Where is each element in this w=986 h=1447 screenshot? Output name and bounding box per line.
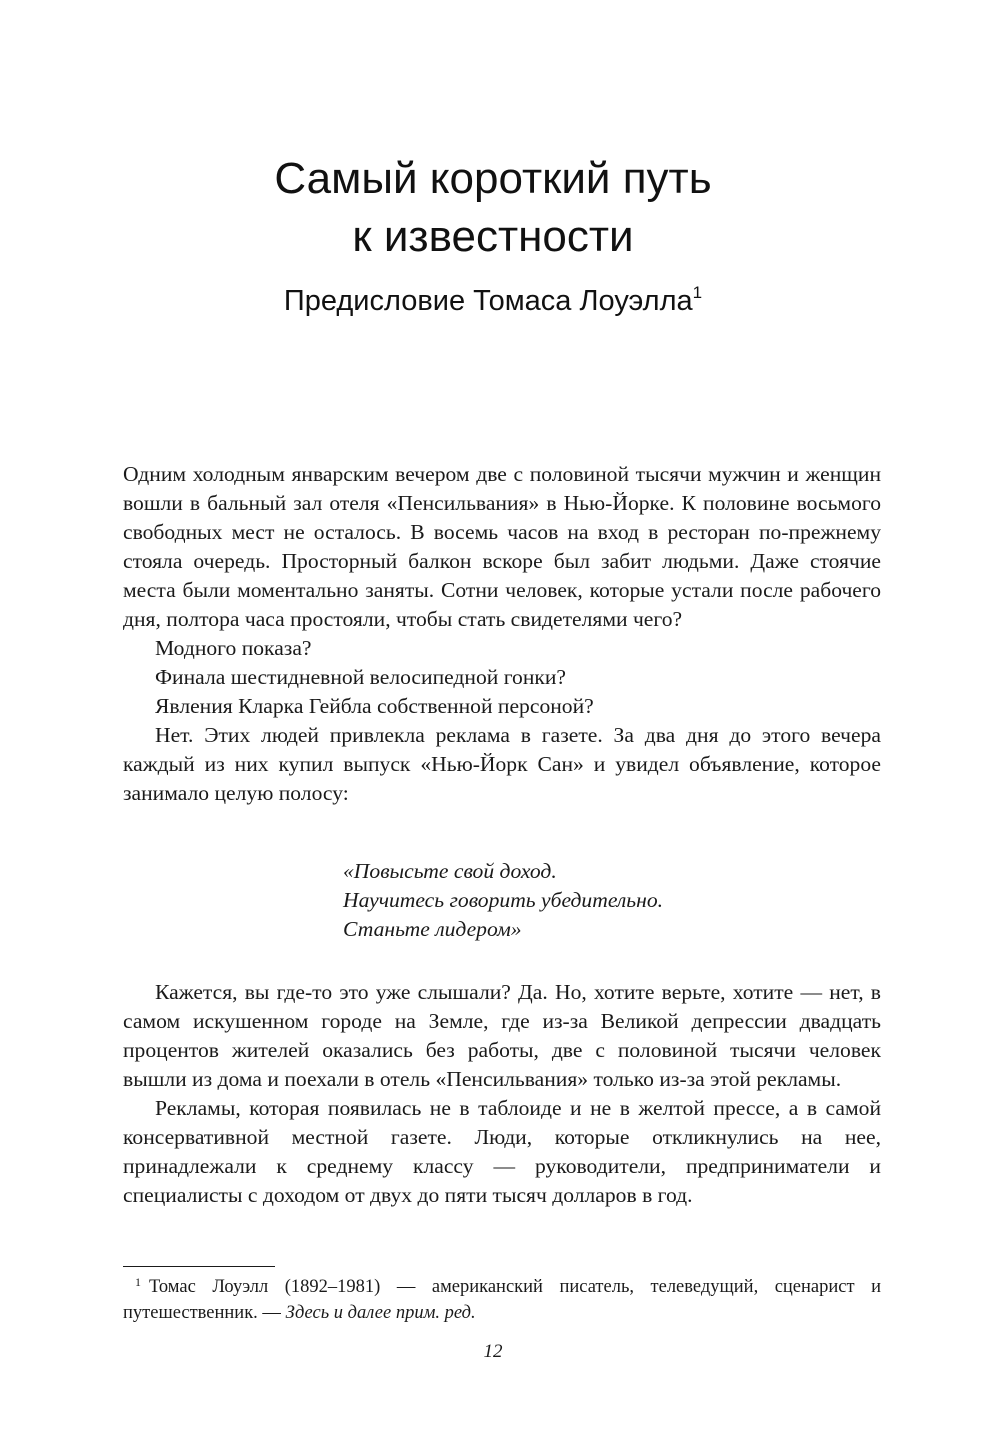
quote-line: «Повысьте свой доход. (343, 859, 557, 883)
footnote-divider (123, 1266, 275, 1267)
subtitle-text: Предисловие Томаса Лоуэлла (283, 285, 693, 317)
footnote-reference[interactable]: 1 (692, 283, 703, 302)
paragraph: Кажется, вы где-то это уже слышали? Да. Но, хотите верьте, хотите — нет, в самом искушенном городе на Земле, где из-за Великой депрессии двадцать процентов жителей оказались без работы, две с половиной тысячи человек вышли из дома и поехали в отель «Пенсильвания» только из-за этой рекламы. (123, 980, 881, 1091)
quote-line: Станьте лидером» (343, 917, 522, 941)
paragraph: Рекламы, которая появилась не в таблоиде и не в желтой прессе, а в самой консервативной местной газете. Люди, которые откликнулись на нее, принадлежали к среднему классу — руководители, предприниматели и специалисты с доходом от двух до пяти тысяч долларов в год. (123, 1096, 881, 1207)
footnote (123, 1274, 881, 1326)
paragraph: Финала шестидневной велосипедной гонки? (155, 665, 567, 689)
body-text-bottom (123, 978, 881, 1210)
chapter-title-line-2: к известности (352, 212, 634, 261)
body-text-top (123, 460, 881, 808)
chapter-subtitle (0, 283, 986, 319)
footnote-mark: 1 (135, 1275, 141, 1289)
quote-line: Научитесь говорить убедительно. (343, 888, 664, 912)
paragraph: Нет. Этих людей привлекла реклама в газете. За два дня до этого вечера каждый из них купил выпуск «Нью-Йорк Сан» и увидел объявление, которое занимало целую полосу: (123, 723, 881, 805)
paragraph: Модного показа? (155, 636, 312, 660)
page-number: 12 (483, 1341, 503, 1362)
paragraph: Явления Кларка Гейбла собственной персоной? (155, 694, 594, 718)
paragraph: Одним холодным январским вечером две с половиной тысячи мужчин и женщин вошли в бальный зал отеля «Пенсильвания» в Нью-Йорке. К половине восьмого свободных мест не осталось. В восемь часов на вход в ресторан по-прежнему стояла очередь. Просторный балкон вскоре был забит людьми. Даже стоячие места были моментально заняты. Сотни человек, которые устали после рабочего дня, полтора часа простояли, чтобы стать свидетелями чего? (123, 462, 881, 631)
footnote-editor-note: Здесь и далее прим. ред. (285, 1303, 476, 1323)
footnote-text: Томас Лоуэлл (1892–1981) — американский писатель, телеведущий, сценарист и путешественник. — (123, 1277, 881, 1323)
chapter-title-line-1: Самый короткий путь (274, 154, 712, 203)
advertisement-quote (343, 857, 663, 944)
